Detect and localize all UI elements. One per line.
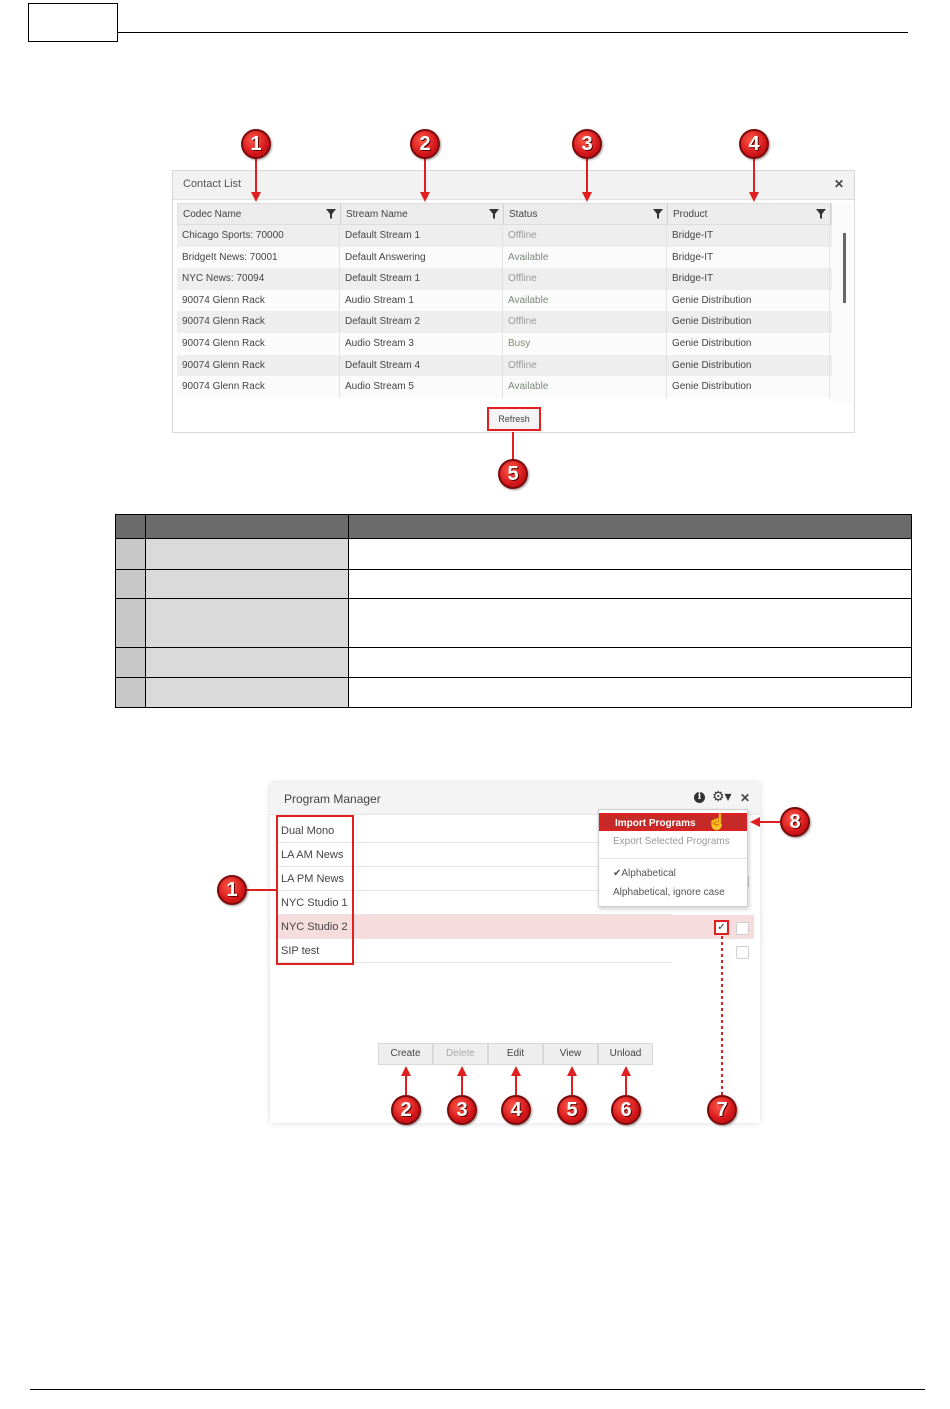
list-item[interactable]: LA AM News <box>278 843 672 867</box>
column-header-stream-name[interactable] <box>341 204 504 224</box>
table-row <box>116 539 912 570</box>
codec-cell: 90074 Glenn Rack <box>177 355 340 377</box>
codec-cell: NYC News: 70094 <box>177 268 340 290</box>
stream-cell: Default Answering <box>340 247 503 269</box>
callout-badge-2: 2 <box>410 129 440 159</box>
product-cell: Genie Distribution <box>667 290 830 312</box>
table-row <box>116 570 912 599</box>
product-cell: Genie Distribution <box>667 376 830 398</box>
status-cell: Offline <box>503 268 667 290</box>
refresh-button[interactable]: Refresh <box>487 407 541 431</box>
contact-list-panel <box>172 170 855 433</box>
row-checkbox[interactable] <box>736 922 749 935</box>
table-row <box>116 648 912 678</box>
status-cell: Busy <box>503 333 667 355</box>
column-label: Stream Name <box>346 209 408 220</box>
callout-badge-4: 4 <box>739 129 769 159</box>
table-row[interactable] <box>177 290 832 312</box>
checked-checkbox[interactable]: ✓ <box>714 920 729 935</box>
list-item-selected[interactable]: NYC Studio 2 <box>278 915 754 939</box>
value-cell <box>349 539 912 570</box>
table-row[interactable] <box>177 311 832 333</box>
gear-icon[interactable]: ⚙▾ <box>712 788 732 804</box>
product-cell: Bridge-IT <box>667 225 830 247</box>
status-cell: Available <box>503 247 667 269</box>
menu-divider <box>599 858 747 859</box>
callout-badge-4: 4 <box>501 1095 531 1125</box>
callout-badge-3: 3 <box>447 1095 477 1125</box>
callout-badge-3: 3 <box>572 129 602 159</box>
callout-badge-6: 6 <box>611 1095 641 1125</box>
header-cell <box>349 515 912 539</box>
list-item[interactable]: NYC Studio 1 <box>278 891 672 915</box>
contact-grid <box>177 203 832 398</box>
list-item[interactable]: LA PM News <box>278 867 672 891</box>
number-cell <box>116 570 146 599</box>
list-item[interactable]: Dual Mono <box>278 819 672 843</box>
column-header-status[interactable] <box>504 204 668 224</box>
number-cell <box>116 599 146 648</box>
scrollbar-track[interactable] <box>832 203 852 403</box>
view-button[interactable]: View <box>543 1043 598 1065</box>
status-cell: Offline <box>503 355 667 377</box>
contact-grid-body <box>177 225 832 398</box>
value-cell <box>349 570 912 599</box>
list-item[interactable]: SIP test <box>278 939 672 963</box>
header-cell <box>116 515 146 539</box>
number-cell <box>116 648 146 678</box>
status-cell: Offline <box>503 311 667 333</box>
status-cell: Offline <box>503 225 667 247</box>
table-row <box>116 678 912 708</box>
contact-list-titlebar <box>173 171 854 200</box>
callout-badge-5: 5 <box>498 459 528 489</box>
product-cell: Genie Distribution <box>667 355 830 377</box>
filter-icon[interactable] <box>653 209 663 219</box>
product-cell: Bridge-IT <box>667 247 830 269</box>
stream-cell: Default Stream 1 <box>340 268 503 290</box>
hand-cursor-icon: ☝ <box>707 814 727 831</box>
callout-badge-1: 1 <box>217 875 247 905</box>
codec-cell: Chicago Sports: 70000 <box>177 225 340 247</box>
info-icon[interactable]: i <box>694 792 705 803</box>
table-header-row <box>116 515 912 539</box>
value-cell <box>349 648 912 678</box>
product-cell: Bridge-IT <box>667 268 830 290</box>
contact-list-title: Contact List <box>183 178 242 190</box>
delete-button[interactable]: Delete <box>433 1043 488 1065</box>
footer-rule <box>30 1389 925 1390</box>
codec-cell: 90074 Glenn Rack <box>177 290 340 312</box>
value-cell <box>349 678 912 708</box>
callout-badge-8: 8 <box>780 807 810 837</box>
program-list-highlight <box>276 815 354 965</box>
stream-cell: Default Stream 2 <box>340 311 503 333</box>
table-row[interactable] <box>177 247 832 269</box>
product-cell: Genie Distribution <box>667 311 830 333</box>
codec-cell: 90074 Glenn Rack <box>177 376 340 398</box>
filter-icon[interactable] <box>489 209 499 219</box>
table-row[interactable] <box>177 333 832 355</box>
close-icon[interactable]: ✕ <box>833 177 844 191</box>
key-cell <box>146 570 349 599</box>
row-checkbox[interactable] <box>736 946 749 959</box>
column-label: Codec Name <box>183 209 242 220</box>
number-cell <box>116 539 146 570</box>
unload-button[interactable]: Unload <box>598 1043 653 1065</box>
stream-cell: Audio Stream 5 <box>340 376 503 398</box>
menu-item-alphabetical[interactable]: ✔Alphabetical <box>613 868 676 879</box>
table-row <box>116 599 912 648</box>
filter-icon[interactable] <box>326 209 336 219</box>
close-icon[interactable]: ✕ <box>740 791 751 805</box>
callout-badge-1: 1 <box>241 129 271 159</box>
key-cell <box>146 539 349 570</box>
header-rule <box>118 32 908 33</box>
filter-icon[interactable] <box>816 209 826 219</box>
menu-item-alphabetical-ignore-case[interactable]: Alphabetical, ignore case <box>613 887 725 898</box>
codec-cell: BridgeIt News: 70001 <box>177 247 340 269</box>
key-cell <box>146 678 349 708</box>
stream-cell: Default Stream 1 <box>340 225 503 247</box>
column-header-product[interactable] <box>668 204 831 224</box>
codec-cell: 90074 Glenn Rack <box>177 333 340 355</box>
codec-cell: 90074 Glenn Rack <box>177 311 340 333</box>
table-row[interactable] <box>177 355 832 377</box>
edit-button[interactable]: Edit <box>488 1043 543 1065</box>
table-row[interactable] <box>177 225 832 247</box>
callout-badge-7: 7 <box>707 1095 737 1125</box>
key-cell <box>146 599 349 648</box>
status-cell: Available <box>503 290 667 312</box>
program-manager-title: Program Manager <box>284 792 381 806</box>
stream-cell: Audio Stream 3 <box>340 333 503 355</box>
value-cell <box>349 599 912 648</box>
header-cell <box>146 515 349 539</box>
create-button[interactable]: Create <box>378 1043 433 1065</box>
callout-badge-2: 2 <box>391 1095 421 1125</box>
column-header-codec-name[interactable] <box>178 204 341 224</box>
menu-item-export-selected[interactable]: Export Selected Programs <box>613 836 730 847</box>
table-row[interactable] <box>177 376 832 398</box>
product-cell: Genie Distribution <box>667 333 830 355</box>
callout-badge-5: 5 <box>557 1095 587 1125</box>
stream-cell: Audio Stream 1 <box>340 290 503 312</box>
number-cell <box>116 678 146 708</box>
header-box <box>28 3 118 42</box>
status-cell: Available <box>503 376 667 398</box>
column-label: Status <box>509 209 538 220</box>
contact-grid-header <box>177 203 832 225</box>
menu-item-import-programs[interactable]: Import Programs <box>599 813 747 831</box>
column-label: Product <box>673 209 708 220</box>
table-row[interactable] <box>177 268 832 290</box>
stream-cell: Default Stream 4 <box>340 355 503 377</box>
description-table <box>115 514 912 708</box>
key-cell <box>146 648 349 678</box>
scrollbar-thumb[interactable] <box>843 233 846 303</box>
